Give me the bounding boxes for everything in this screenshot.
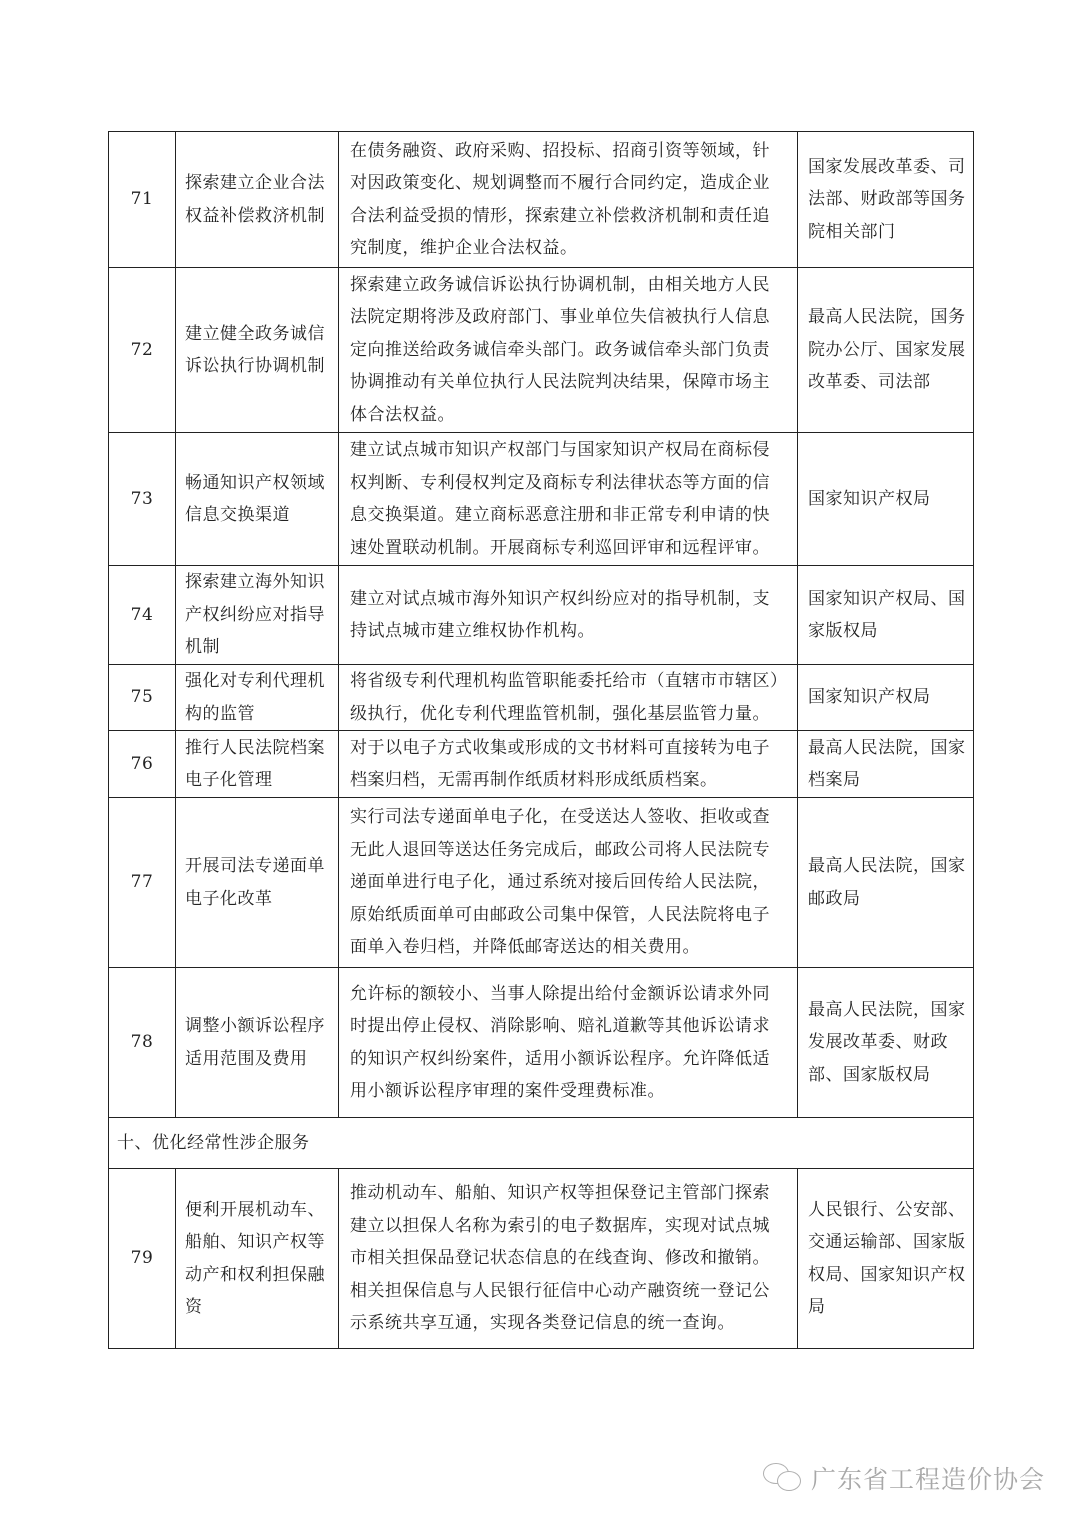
responsible-departments: 人民银行、公安部、交通运输部、国家版权局、国家知识产权局 <box>798 1169 974 1349</box>
measure-description: 允许标的额较小、当事人除提出给付金额诉讼请求外同时提出停止侵权、消除影响、赔礼道歉等其他诉讼请求的知识产权纠纷案件，适用小额诉讼程序。允许降低适用小额诉讼程序审理的案件受理费标准。 <box>339 968 798 1118</box>
measure-title: 探索建立海外知识产权纠纷应对指导机制 <box>176 566 339 665</box>
watermark <box>763 1460 1045 1496</box>
section-title: 十、优化经常性涉企服务 <box>109 1118 974 1169</box>
measure-description: 对于以电子方式收集或形成的文书材料可直接转为电子档案归档，无需再制作纸质材料形成纸质档案。 <box>339 731 798 798</box>
table-row <box>109 731 974 798</box>
measure-title: 便利开展机动车、船舶、知识产权等动产和权利担保融资 <box>176 1169 339 1349</box>
measure-description: 将省级专利代理机构监管职能委托给市（直辖市市辖区）级执行，优化专利代理监管机制，强化基层监管力量。 <box>339 665 798 731</box>
row-number: 78 <box>109 968 176 1118</box>
table-row <box>109 268 974 433</box>
table-row <box>109 433 974 566</box>
row-number: 71 <box>109 132 176 268</box>
responsible-departments: 国家发展改革委、司法部、财政部等国务院相关部门 <box>798 132 974 268</box>
row-number: 75 <box>109 665 176 731</box>
measure-description: 探索建立政务诚信诉讼执行协调机制，由相关地方人民法院定期将涉及政府部门、事业单位失信被执行人信息定向推送给政务诚信牵头部门。政务诚信牵头部门负责协调推动有关单位执行人民法院判决结果，保障市场主体合法权益。 <box>339 268 798 433</box>
table-row <box>109 132 974 268</box>
watermark-text: 广东省工程造价协会 <box>811 1465 1046 1494</box>
measure-title: 强化对专利代理机构的监管 <box>176 665 339 731</box>
responsible-departments: 最高人民法院，国家档案局 <box>798 731 974 798</box>
responsible-departments: 最高人民法院，国家发展改革委、财政部、国家版权局 <box>798 968 974 1118</box>
measure-description: 在债务融资、政府采购、招投标、招商引资等领域，针对因政策变化、规划调整而不履行合同约定，造成企业合法利益受损的情形，探索建立补偿救济机制和责任追究制度，维护企业合法权益。 <box>339 132 798 268</box>
row-number: 72 <box>109 268 176 433</box>
measure-description: 建立试点城市知识产权部门与国家知识产权局在商标侵权判断、专利侵权判定及商标专利法律状态等方面的信息交换渠道。建立商标恶意注册和非正常专利申请的快速处置联动机制。开展商标专利巡回评审和远程评审。 <box>339 433 798 566</box>
table-row <box>109 665 974 731</box>
responsible-departments: 最高人民法院，国务院办公厅、国家发展改革委、司法部 <box>798 268 974 433</box>
section-header-row <box>109 1118 974 1169</box>
measure-title: 推行人民法院档案电子化管理 <box>176 731 339 798</box>
measure-title: 探索建立企业合法权益补偿救济机制 <box>176 132 339 268</box>
measures-table <box>108 131 974 1349</box>
table-row <box>109 968 974 1118</box>
row-number: 79 <box>109 1169 176 1349</box>
responsible-departments: 国家知识产权局 <box>798 433 974 566</box>
table-row <box>109 1169 974 1349</box>
row-number: 77 <box>109 798 176 968</box>
measure-description: 推动机动车、船舶、知识产权等担保登记主管部门探索建立以担保人名称为索引的电子数据库，实现对试点城市相关担保品登记状态信息的在线查询、修改和撤销。相关担保信息与人民银行征信中心动产融资统一登记公示系统共享互通，实现各类登记信息的统一查询。 <box>339 1169 798 1349</box>
measure-title: 建立健全政务诚信诉讼执行协调机制 <box>176 268 339 433</box>
measure-title: 开展司法专递面单电子化改革 <box>176 798 339 968</box>
measure-description: 建立对试点城市海外知识产权纠纷应对的指导机制，支持试点城市建立维权协作机构。 <box>339 566 798 665</box>
measure-title: 畅通知识产权领域信息交换渠道 <box>176 433 339 566</box>
row-number: 74 <box>109 566 176 665</box>
table-row <box>109 798 974 968</box>
measure-title: 调整小额诉讼程序适用范围及费用 <box>176 968 339 1118</box>
responsible-departments: 最高人民法院，国家邮政局 <box>798 798 974 968</box>
row-number: 76 <box>109 731 176 798</box>
row-number: 73 <box>109 433 176 566</box>
responsible-departments: 国家知识产权局、国家版权局 <box>798 566 974 665</box>
table-row <box>109 566 974 665</box>
responsible-departments: 国家知识产权局 <box>798 665 974 731</box>
measure-description: 实行司法专递面单电子化，在受送达人签收、拒收或查无此人退回等送达任务完成后，邮政公司将人民法院专递面单进行电子化，通过系统对接后回传给人民法院，原始纸质面单可由邮政公司集中保管，人民法院将电子面单入卷归档，并降低邮寄送达的相关费用。 <box>339 798 798 968</box>
wechat-icon <box>763 1463 805 1493</box>
